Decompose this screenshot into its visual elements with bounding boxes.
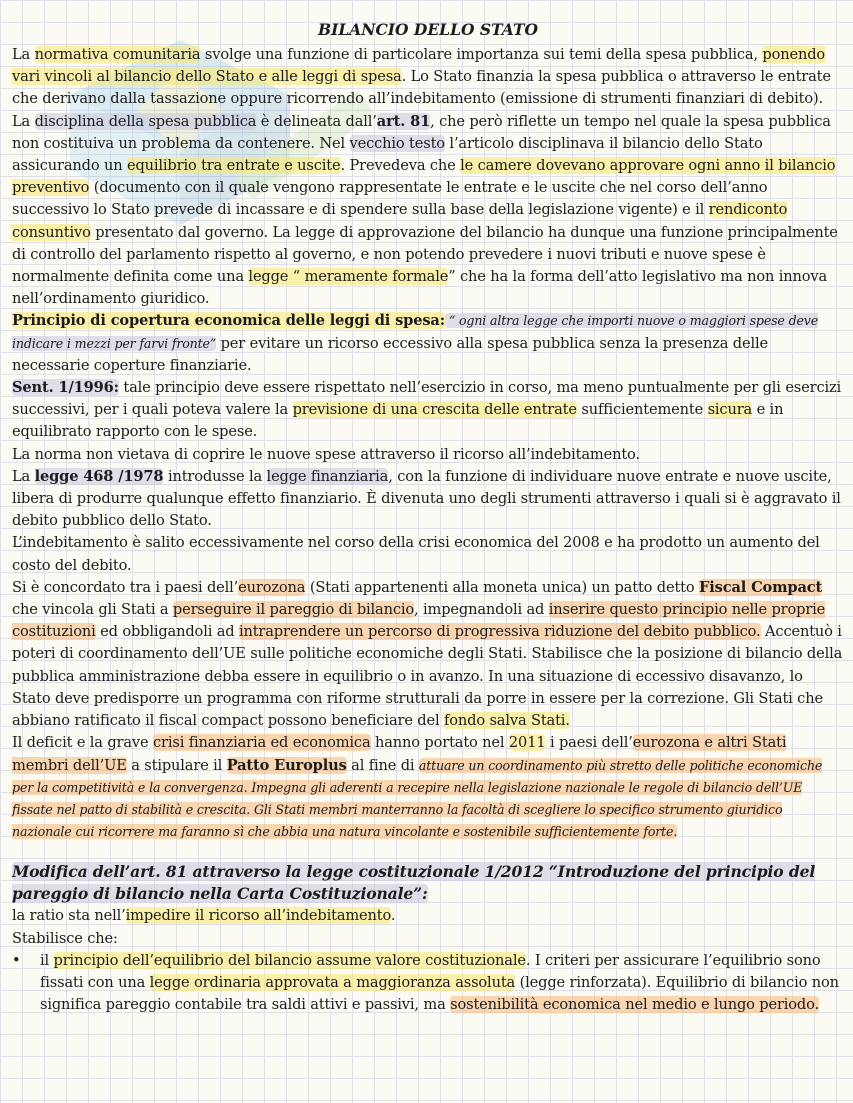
text: La [12, 112, 35, 130]
paragraph-art81 [12, 111, 844, 311]
bold-term: Principio di copertura economica delle leggi di spesa: [12, 312, 445, 330]
paragraph-ratio [12, 905, 844, 927]
text: i paesi dell’ [545, 734, 633, 752]
highlight: intraprendere un percorso di progressiva riduzione del debito pubblico. [238, 623, 761, 641]
text: tale principio deve essere rispettato nell’esercizio in corso, ma meno puntualmente per gli esercizi successivi, per i quali poteva valere la [12, 379, 842, 419]
text: (Stati appartenenti alla moneta unica) un patto detto [305, 578, 700, 596]
bold-term: Fiscal Compact [699, 578, 823, 596]
bold-term: Patto Europlus [226, 756, 347, 774]
text: l’articolo disciplinava il bilancio dello Stato assicurando un [12, 134, 763, 175]
paragraph-norma: La norma non vietava di coprire le nuove spese attraverso il ricorso all’indebitamento. [12, 445, 640, 463]
text: al fine di [346, 756, 419, 774]
highlight: disciplina della spesa pubblica [34, 112, 257, 130]
highlight: perseguire il pareggio di bilancio [172, 601, 415, 619]
highlight: previsione di una crescita delle entrate [292, 401, 577, 419]
highlight: sostenibilità economica nel medio e lungo periodo. [450, 996, 819, 1014]
text: . Lo Stato finanzia la spesa pubblica o attraverso le entrate che derivano dalla tassazione oppure ricorrendo all’indebitamento (emissione di strumenti finanziari di debito). [12, 68, 831, 108]
highlight: legge finanziaria [266, 467, 389, 485]
text: svolge una funzione di particolare importanza sui temi della spesa pubblica, [200, 46, 763, 63]
italic-quote: attuare un coordinamento più stretto delle politiche economiche per la competitività e la convergenza. Impegna gli aderenti a recepire nella legislazione nazionale le regole di bilancio dell’UE fissate nel patto di stabilità e crescita. Gli Stati membri manterranno la facoltà di scegliere lo specifico strumento giuridico nazionale cui ricorrere ma faranno sì che abbia una natura vincolante e sostenibile sufficientemente forte. [12, 757, 823, 840]
text: la ratio sta nell’ [12, 907, 126, 925]
highlight: le camere dovevano approvare ogni anno il bilancio preventivo [12, 157, 836, 197]
highlight: 2011 [508, 734, 546, 752]
highlight: crisi finanziaria ed economica [153, 734, 371, 752]
highlight: eurozona e altri Stati membri dell’UE [12, 734, 787, 774]
text: Si è concordato tra i paesi dell’ [12, 578, 239, 596]
paragraph-indebitamento: L’indebitamento è salito eccessivamente nel corso della crisi economica del 2008 e ha prodotto un aumento del costo del debito. [12, 534, 820, 574]
highlight: impedire il ricorso all’indebitamento [125, 907, 391, 925]
paragraph-principio-copertura [12, 310, 844, 377]
text: presentato dal governo. La legge di approvazione del bilancio ha dunque una funzione principalmente di controllo del parlamento rispetto al governo, e non potendo prevedere i nuovi tributi e nuove spese è normalmente definita come una [12, 223, 838, 286]
bold-term: legge 468 /1978 [34, 467, 164, 485]
text: ” che ha la forma dell’atto legislativo ma non innova nell’ordinamento giuridico. [12, 268, 828, 308]
text: che vincola gli Stati a [12, 601, 173, 619]
highlight: principio dell’equilibrio del bilancio assume valore costituzionale [53, 951, 526, 969]
text: . Prevedeva che [340, 157, 461, 175]
text: ed obbligandoli ad [95, 623, 239, 641]
highlight: equilibrio tra entrate e uscite [126, 157, 341, 175]
document-title: BILANCIO DELLO STATO [318, 20, 538, 39]
text: , con la funzione di individuare nuove entrate e nuove uscite, libera di produrre qualunque effetto finanziario. È divenuta uno degli strumenti attraverso i quali si è aggravato il debito pubblico dello Stato. [12, 467, 841, 530]
paragraph-stabilisce: Stabilisce che: [12, 929, 118, 947]
text: , impegnandoli ad [414, 601, 549, 619]
highlight: rendiconto consuntivo [12, 201, 788, 241]
text: Accentuò i poteri di coordinamento dell’UE sulle politiche economiche degli Stati. Stabilisce che la posizione di bilancio della pubblica amministrazione debba essere in equilibrio o in avanzo. In una situazione di eccessivo disavanzo, lo Stato deve predisporre un programma con riforme strutturali da porre in essere per la correzione. Gli Stati che abbiano ratificato il fiscal compact possono beneficiare del [12, 623, 843, 730]
paragraph-legge-468 [12, 466, 844, 533]
text: (legge rinforzata). Equilibrio di bilancio non significa pareggio contabile tra saldi attivi e passivi, ma [40, 973, 839, 1014]
highlight: inserire questo principio nelle proprie costituzioni [12, 601, 826, 641]
paragraph-sentenza [12, 377, 844, 444]
text: hanno portato nel [370, 734, 509, 752]
bold-term: art. 81 [376, 112, 431, 130]
text: per evitare un ricorso eccessivo alla spesa pubblica senza la presenza delle necessarie coperture finanziarie. [12, 334, 768, 374]
highlight: eurozona [238, 578, 306, 596]
text: , che però riflette un tempo nel quale la spesa pubblica non costituiva un problema da contenere. Nel [12, 112, 831, 152]
heading-text: Modifica dell’art. 81 attraverso la legge costituzionale 1/2012 “Introduzione del principio del pareggio di bilancio nella Carta Costituzionale”: [12, 862, 816, 904]
bullet-list [12, 950, 844, 1017]
highlight: ponendo vari vincoli al bilancio dello Stato e alle leggi di spesa [12, 46, 826, 86]
text: sufficientemente [576, 401, 708, 419]
text: . [390, 907, 396, 925]
text: (documento con il quale vengono rappresentate le entrate e le uscite che nel corso dell’anno successivo lo Stato prevede di incassare e di spendere sulla base della legislazione vigente) e il [12, 179, 768, 219]
text: è delineata dall’ [256, 112, 377, 130]
highlight: fondo salva Stati. [443, 712, 570, 730]
highlight: legge “ meramente formale [248, 268, 449, 286]
text: a stipulare il [126, 756, 227, 774]
text: . I criteri per assicurare l’equilibrio sono fissati con una [40, 951, 821, 991]
text: La [12, 46, 35, 63]
paragraph-patto-europlus [12, 732, 844, 843]
highlight: normativa comunitaria [34, 46, 201, 63]
list-item [12, 950, 844, 1017]
highlight: sicura [707, 401, 753, 419]
text: e in equilibrato rapporto con le spese. [12, 401, 784, 441]
highlight: vecchio testo [349, 134, 445, 152]
text: il [40, 951, 54, 969]
section-heading-modifica-art81 [12, 861, 844, 905]
paragraph-fiscal-compact [12, 577, 844, 732]
text: La [12, 467, 35, 485]
paragraph-normativa [12, 44, 844, 111]
text: introdusse la [163, 467, 267, 485]
bold-term: Sent. 1/1996: [12, 379, 119, 397]
bullet-marker: • [12, 951, 21, 969]
italic-quote: “ ogni altra legge che importi nuove o maggiori spese deve indicare i mezzi per farvi fronte” [12, 313, 819, 351]
document-page [12, 18, 844, 1016]
highlight: legge ordinaria approvata a maggioranza assoluta [149, 973, 516, 991]
text: Il deficit e la grave [12, 734, 153, 752]
